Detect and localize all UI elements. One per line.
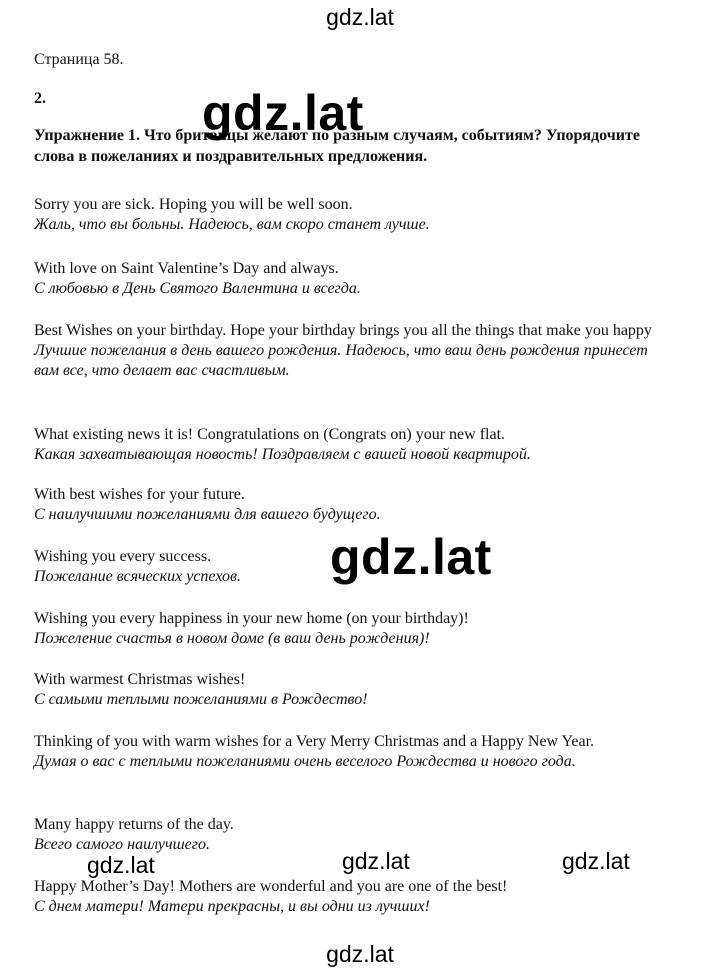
watermark-small: gdz.lat xyxy=(342,848,410,874)
wish-russian: С любовью в День Святого Валентина и всегда. xyxy=(34,280,361,297)
watermark-small: gdz.lat xyxy=(562,848,630,874)
task-number: 2. xyxy=(34,90,46,107)
wish-russian: С днем матери! Матери прекрасны, и вы одни из лучших! xyxy=(34,898,430,915)
wish-english: Happy Mother’s Day! Mothers are wonderful and you are one of the best! xyxy=(34,878,508,895)
watermark-large: gdz.lat xyxy=(330,529,492,585)
watermark-large: gdz.lat xyxy=(202,85,364,141)
wish-russian: С самыми теплыми пожеланиями в Рождество! xyxy=(34,691,368,708)
wish-pair xyxy=(34,877,674,917)
wish-pair xyxy=(34,485,674,525)
wish-english: Many happy returns of the day. xyxy=(34,816,234,833)
wish-russian: Лучшие пожелания в день вашего рождения. Надеюсь, что ваш день рождения принесет вам все, что делает вас счастливым. xyxy=(34,342,648,379)
wish-english: Sorry you are sick. Hoping you will be well soon. xyxy=(34,196,353,213)
watermark-top: gdz.lat xyxy=(326,4,394,30)
wish-pair xyxy=(34,195,674,235)
watermark-small: gdz.lat xyxy=(87,852,155,878)
wish-english: With warmest Christmas wishes! xyxy=(34,671,246,688)
page-label: Страница 58. xyxy=(34,51,124,68)
wish-russian: Какая захватывающая новость! Поздравляем с вашей новой квартирой. xyxy=(34,446,531,463)
wish-english: What existing news it is! Congratulations on (Congrats on) your new flat. xyxy=(34,426,506,443)
wish-pair xyxy=(34,609,674,649)
wish-english: Best Wishes on your birthday. Hope your birthday brings you all the things that make you happy xyxy=(34,322,652,339)
wish-english: Thinking of you with warm wishes for a Very Merry Christmas and a Happy New Year. xyxy=(34,733,595,750)
wish-pair xyxy=(34,425,674,465)
wish-english: With love on Saint Valentine’s Day and always. xyxy=(34,260,339,277)
watermark-bottom: gdz.lat xyxy=(326,941,394,967)
wish-russian: Жаль, что вы больны. Надеюсь, вам скоро станет лучше. xyxy=(34,216,430,233)
wish-russian: Думая о вас с теплыми пожеланиями очень веселого Рождества и нового года. xyxy=(34,753,576,770)
wish-pair xyxy=(34,670,674,710)
wish-russian: С наилучшими пожеланиями для вашего будущего. xyxy=(34,506,381,523)
wish-english: Wishing you every happiness in your new home (on your birthday)! xyxy=(34,610,469,627)
wish-russian: Пожеление счастья в новом доме (в ваш день рождения)! xyxy=(34,630,430,647)
wish-pair xyxy=(34,321,674,381)
wish-russian: Пожелание всяческих успехов. xyxy=(34,568,241,585)
wish-english: Wishing you every success. xyxy=(34,548,212,565)
exercise-title: Упражнение 1. Что британцы желают по разным случаям, событиям? Упорядочите слова в пожеланиях и поздравительных предложения. xyxy=(34,127,640,165)
wish-english: With best wishes for your future. xyxy=(34,486,245,503)
wish-pair xyxy=(34,259,674,299)
wish-pair xyxy=(34,732,674,772)
wish-russian: Всего самого наилучшего. xyxy=(34,836,211,853)
